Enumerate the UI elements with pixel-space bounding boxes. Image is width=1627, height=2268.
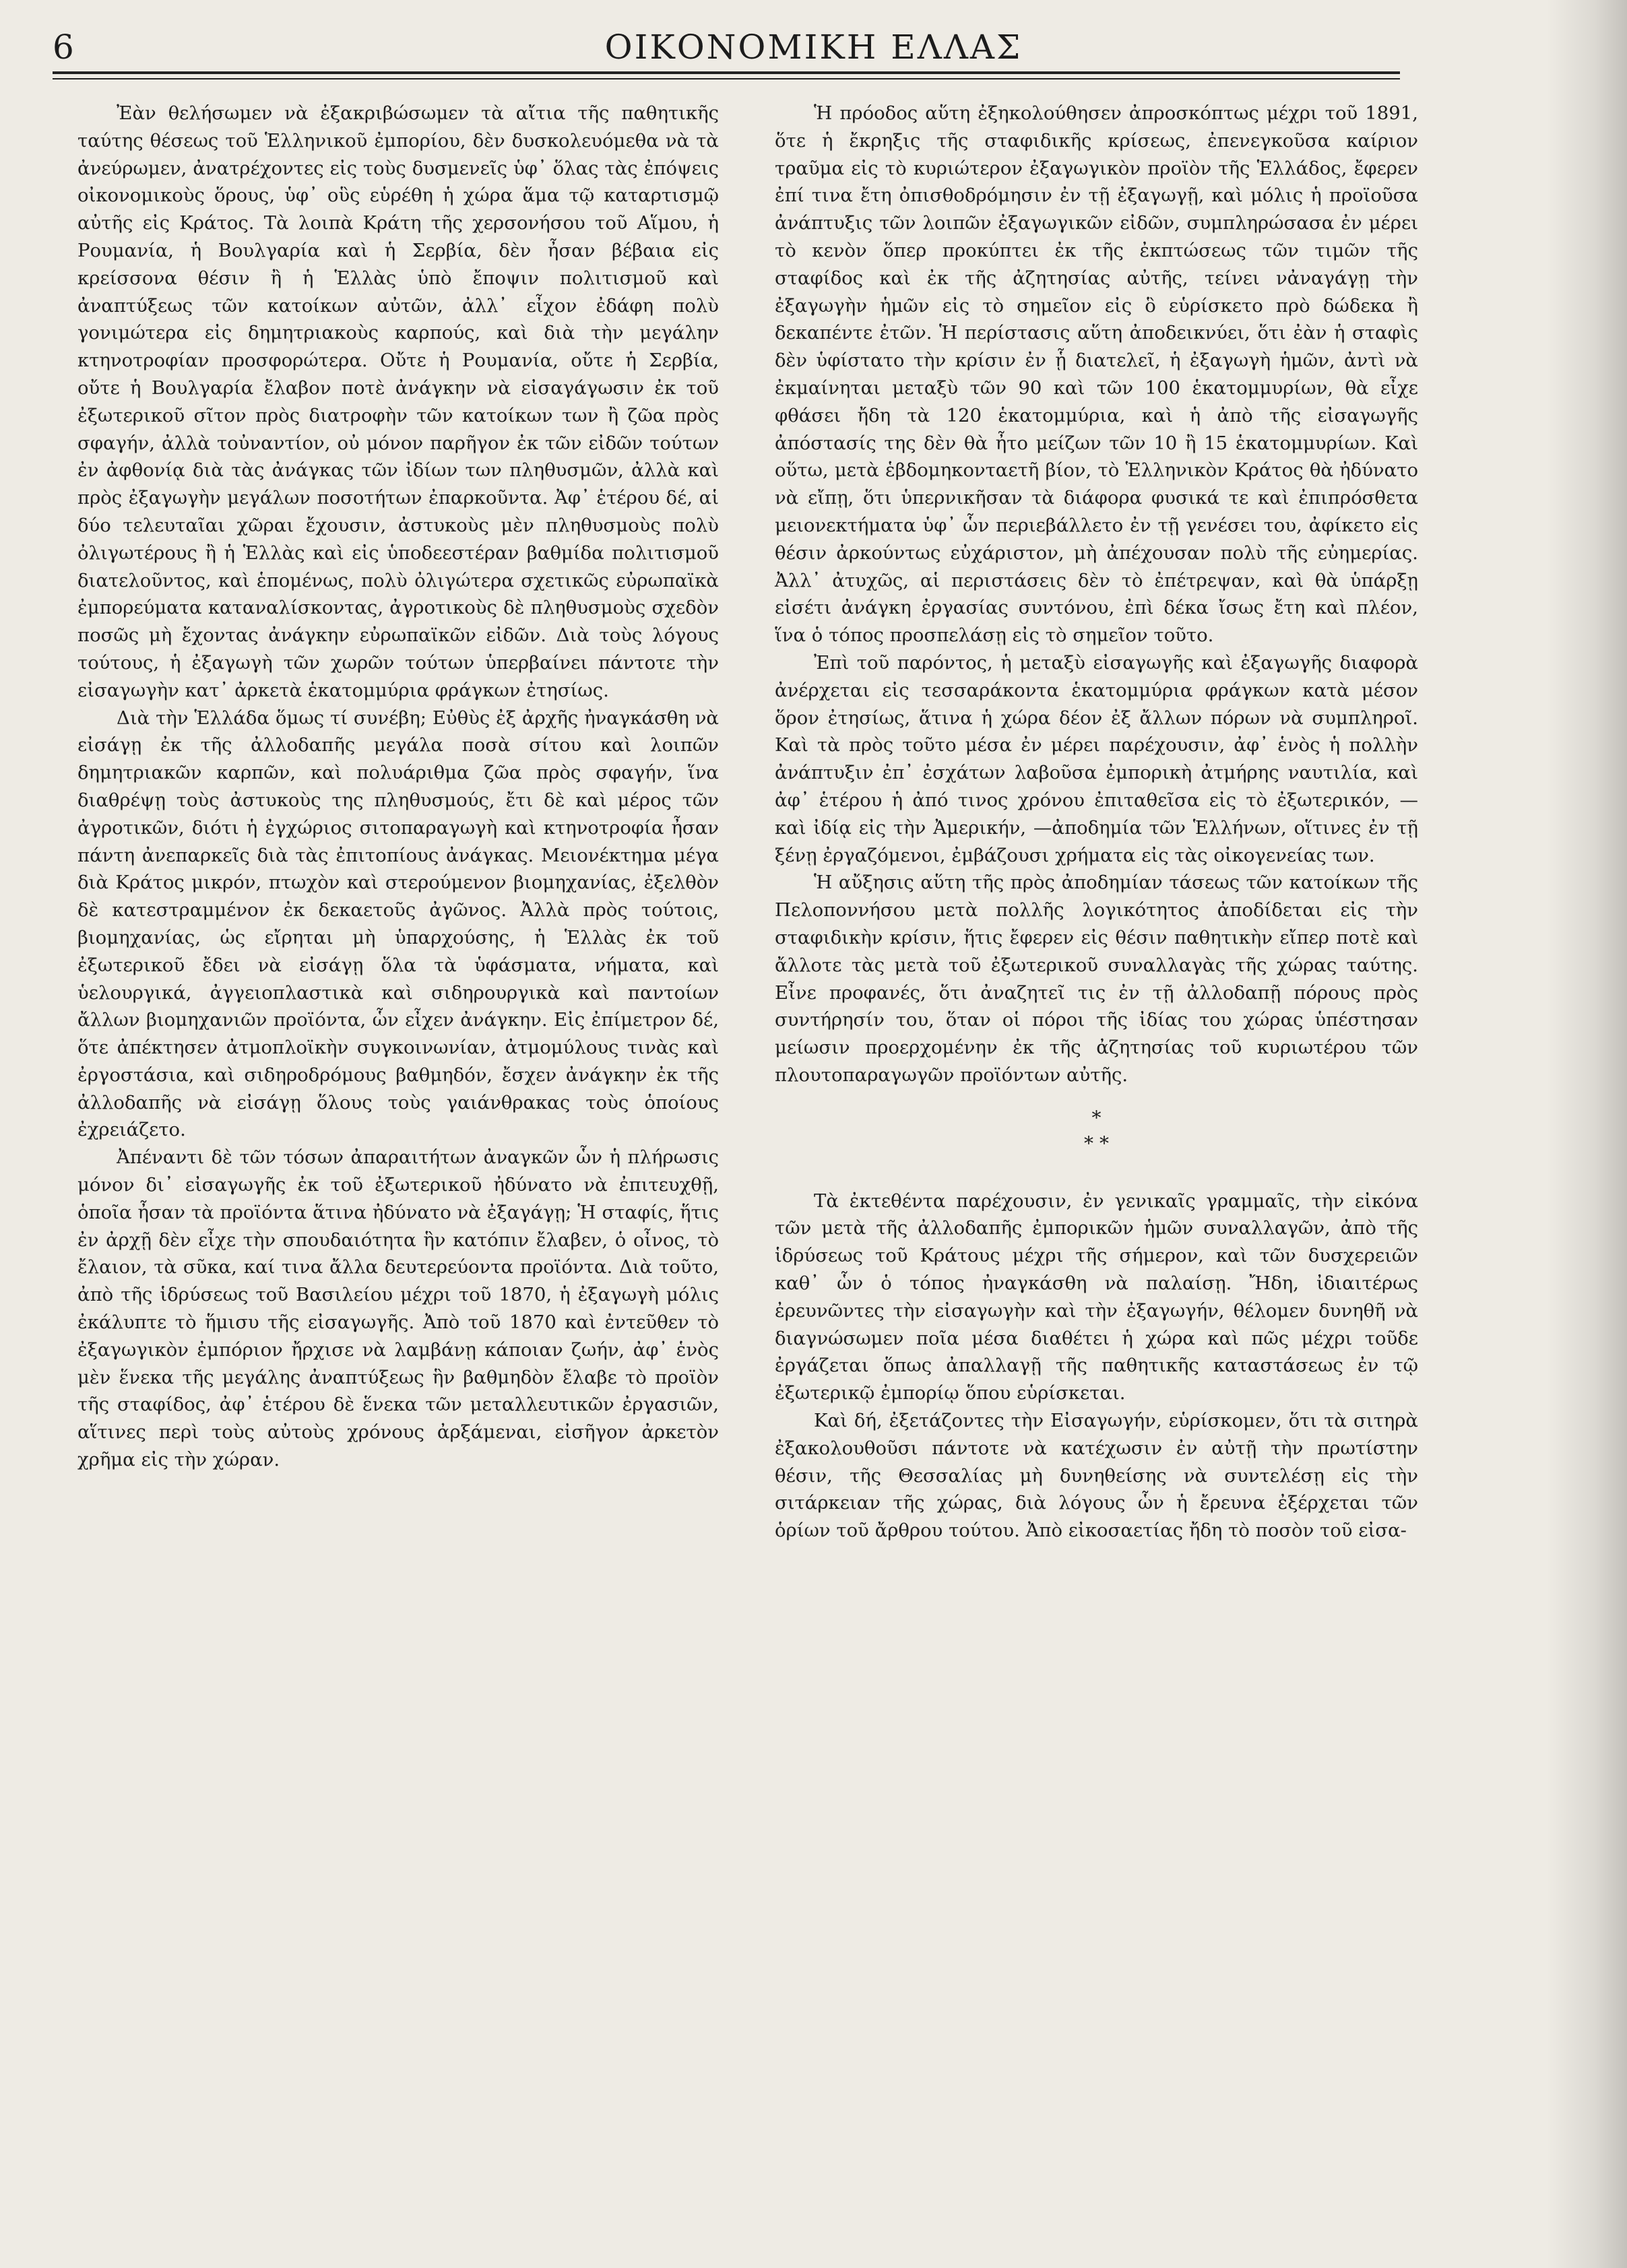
left-column <box>77 100 719 1474</box>
paragraph: Ἀπέναντι δὲ τῶν τόσων ἀπαραιτήτων ἀναγκῶν ὧν ἡ πλήρωσις μόνον δι᾽ εἰσαγωγῆς ἐκ τοῦ ἐξωτερικοῦ ἠδύνατο νὰ ἐπιτευχθῇ, ὁποῖα ἦσαν τὰ προϊόντα ἅτινα ἠδύνατο νὰ ἐξαγάγῃ; Ἡ σταφίς, ἥτις ἐν ἀρχῇ δὲν εἶχε τὴν σπουδαιότητα ἣν κατόπιν ἔλαβεν, ὁ οἶνος, τὸ ἔλαιον, τὰ σῦκα, καί τινα ἄλλα δευτερεύοντα προϊόντα. Διὰ τοῦτο, ἀπὸ τῆς ἱδρύσεως τοῦ Βασιλείου μέχρι τοῦ 1870, ἡ ἐξαγωγὴ μόλις ἐκάλυπτε τὸ ἥμισυ τῆς εἰσαγωγῆς. Ἀπὸ τοῦ 1870 καὶ ἐντεῦθεν τὸ ἐξαγωγικὸν ἐμπόριον ἤρχισε νὰ λαμβάνῃ κάποιαν ζωήν, ἀφ᾽ ἑνὸς μὲν ἕνεκα τῆς μεγάλης ἀναπτύξεως ἣν βαθμηδὸν ἔλαβε τὸ προϊὸν τῆς σταφίδος, ἀφ᾽ ἑτέρου δὲ ἕνεκα τῶν μεταλλευτικῶν ἐργασιῶν, αἵτινες περὶ τοὺς αὐτοὺς χρόνους ἀρξάμεναι, εἰσῆγον ἀρκετὸν χρῆμα εἰς τὴν χώραν. <box>77 1146 719 1471</box>
paragraph: Ἐπὶ τοῦ παρόντος, ἡ μεταξὺ εἰσαγωγῆς καὶ ἐξαγωγῆς διαφορὰ ἀνέρχεται εἰς τεσσαράκοντα ἑκατομμύρια φράγκων κατὰ μέσον ὅρον ἐτησίως, ἅτινα ἡ χώρα δέον ἐξ ἄλλων πόρων νὰ συμπληροῖ. Καὶ τὰ πρὸς τοῦτο μέσα ἐν μέρει παρέχουσιν, ἀφ᾽ ἑνὸς ἡ πολλὴν ἀνάπτυξιν ἐπ᾽ ἐσχάτων λαβοῦσα ἐμπορικὴ ἀτμήρης ναυτιλία, καὶ ἀφ᾽ ἑτέρου ἡ ἀπό τινος χρόνου ἐπιταθεῖσα εἰς τὸ ἐξωτερικόν, — καὶ ἰδίᾳ εἰς τὴν Ἀμερικήν, —ἀποδημία τῶν Ἑλλήνων, οἵτινες ἐν τῇ ξένῃ ἐργαζόμενοι, ἐμβάζουσι χρήματα εἰς τὰς οἰκογενείας των. <box>775 651 1418 866</box>
header-rule-thick <box>53 71 1400 74</box>
paragraph: Ἐὰν θελήσωμεν νὰ ἐξακριβώσωμεν τὰ αἴτια τῆς παθητικῆς ταύτης θέσεως τοῦ Ἑλληνικοῦ ἐμπορίου, δὲν δυσκολευόμεθα νὰ τὰ ἀνεύρωμεν, ἀνατρέχοντες εἰς τοὺς δυσμενεῖς ὑφ᾽ ὅλας τὰς ἐπόψεις οἰκονομικοὺς ὅρους, ὑφ᾽ οὓς εὑρέθη ἡ χώρα ἅμα τῷ καταρτισμῷ αὐτῆς εἰς Κράτος. Τὰ λοιπὰ Κράτη τῆς χερσονήσου τοῦ Αἵμου, ἡ Ρουμανία, ἡ Βουλγαρία καὶ ἡ Σερβία, δὲν ἦσαν βέβαια εἰς κρείσσονα θέσιν ἢ ἡ Ἑλλὰς ὑπὸ ἔποψιν πολιτισμοῦ καὶ ἀναπτύξεως τῶν κατοίκων αὐτῶν, ἀλλ᾽ εἶχον ἐδάφη πολὺ γονιμώτερα εἰς δημητριακοὺς καρπούς, καὶ διὰ τὴν μεγάλην κτηνοτροφίαν προσφορώτερα. Οὔτε ἡ Ρουμανία, οὔτε ἡ Σερβία, οὔτε ἡ Βουλγαρία ἔλαβον ποτὲ ἀνάγκην νὰ εἰσαγάγωσιν ἐκ τοῦ ἐξωτερικοῦ σῖτον πρὸς διατροφὴν τῶν κατοίκων των ἢ ζῶα πρὸς σφαγήν, ἀλλὰ τοὐναντίον, οὐ μόνον παρῆγον ἐκ τῶν εἰδῶν τούτων ἐν ἀφθονίᾳ διὰ τὰς ἀνάγκας τῶν ἰδίων των πληθυσμῶν, ἀλλὰ καὶ πρὸς ἐξαγωγὴν μεγάλων ποσοτήτων ἐπαρκοῦντα. Ἀφ᾽ ἑτέρου δέ, αἱ δύο τελευταῖαι χῶραι ἔχουσιν, ἀστυκοὺς μὲν πληθυσμοὺς πολὺ ὀλιγωτέρους ἢ ἡ Ἑλλὰς καὶ εἰς ὑποδεεστέραν βαθμίδα πολιτισμοῦ διατελοῦντος, καὶ ἑπομένως, πολὺ ὀλιγώτερα σχετικῶς εὐρωπαϊκὰ ἐμπορεύματα καταναλίσκοντας, ἀγροτικοὺς δὲ πληθυσμοὺς σχεδὸν ποσῶς μὴ ἔχοντας ἀνάγκην εὐρωπαϊκῶν εἰδῶν. Διὰ τοὺς λόγους τούτους, ἡ ἐξαγωγὴ τῶν χωρῶν τούτων ὑπερβαίνει πάντοτε τὴν εἰσαγωγὴν κατ᾽ ἀρκετὰ ἑκατομμύρια φράγκων ἐτησίως. <box>77 102 719 701</box>
asterism-bottom: * * <box>1084 1132 1109 1155</box>
header-rule-thin <box>53 78 1400 79</box>
paragraph: Καὶ δή, ἐξετάζοντες τὴν Εἰσαγωγήν, εὑρίσκομεν, ὅτι τὰ σιτηρὰ ἐξακολουθοῦσι πάντοτε νὰ κατέχωσιν ἐν αὐτῇ τὴν πρωτίστην θέσιν, τῆς Θεσσαλίας μὴ δυνηθείσης νὰ συντελέσῃ εἰς τὴν σιτάρκειαν τῆς χώρας, διὰ λόγους ὧν ἡ ἔρευνα ἐξέρχεται τῶν ὁρίων τοῦ ἄρθρου τούτου. Ἀπὸ εἰκοσαετίας ἤδη τὸ ποσὸν τοῦ εἰσα- <box>775 1410 1418 1542</box>
paragraph: Τὰ ἐκτεθέντα παρέχουσιν, ἐν γενικαῖς γραμμαῖς, τὴν εἰκόνα τῶν μετὰ τῆς ἀλλοδαπῆς ἐμπορικῶν ἡμῶν συναλλαγῶν, ἀπὸ τῆς ἱδρύσεως τοῦ Κράτους μέχρι τῆς σήμερον, καὶ τῶν δυσχερειῶν καθ᾽ ὧν ὁ τόπος ἠναγκάσθη νὰ παλαίσῃ. Ἤδη, ἰδιαιτέρως ἐρευνῶντες τὴν εἰσαγωγὴν καὶ τὴν ἐξαγωγήν, θέλομεν δυνηθῆ νὰ διαγνώσωμεν ποῖα μέσα διαθέτει ἡ χώρα καὶ πῶς μέχρι τοῦδε ἐργάζεται ὅπως ἀπαλλαγῇ τῆς παθητικῆς καταστάσεως ἐν τῷ ἐξωτερικῷ ἐμπορίῳ ὅπου εὑρίσκεται. <box>775 1190 1418 1404</box>
section-asterism <box>775 1105 1418 1157</box>
paragraph: Ἡ πρόοδος αὕτη ἐξηκολούθησεν ἀπροσκόπτως μέχρι τοῦ 1891, ὅτε ἡ ἔκρηξις τῆς σταφιδικῆς κρίσεως, ἐπενεγκοῦσα καίριον τραῦμα εἰς τὸ κυριώτερον ἐξαγωγικὸν προϊὸν τῆς Ἑλλάδος, ἔφερεν ἐπί τινα ἔτη ὀπισθοδρόμησιν ἐν τῇ ἐξαγωγῇ, καὶ μόλις ἡ προϊοῦσα ἀνάπτυξις τῶν λοιπῶν ἐξαγωγικῶν εἰδῶν, συμπληρώσασα ἐν μέρει τὸ κενὸν ὅπερ προκύπτει ἐκ τῆς ἐκπτώσεως τῶν τιμῶν τῆς σταφίδος καὶ ἐκ τῆς ἀζητησίας αὐτῆς, τείνει νἀναγάγῃ τὴν ἐξαγωγὴν ἡμῶν εἰς τὸ σημεῖον εἰς ὃ εὑρίσκετο πρὸ δώδεκα ἢ δεκαπέντε ἐτῶν. Ἡ περίστασις αὕτη ἀποδεικνύει, ὅτι ἐὰν ἡ σταφὶς δὲν ὑφίστατο τὴν κρίσιν ἐν ᾗ διατελεῖ, ἡ ἐξαγωγὴ ἡμῶν, ἀντὶ νὰ ἐκμαίνηται μεταξὺ τῶν 90 καὶ τῶν 100 ἑκατομμυρίων, θὰ εἶχε φθάσει ἤδη τὰ 120 ἑκατομμύρια, καὶ ἡ ἀπὸ τῆς εἰσαγωγῆς ἀπόστασίς της δὲν θὰ ἦτο μείζων τῶν 10 ἢ 15 ἑκατομμυρίων. Καὶ οὕτω, μετὰ ἑβδομηκονταετῆ βίον, τὸ Ἑλληνικὸν Κράτος θὰ ἠδύνατο νὰ εἴπῃ, ὅτι ὑπερνικῆσαν τὰ διάφορα φυσικά τε καὶ ἐπιπρόσθετα μειονεκτήματα ὑφ᾽ ὧν περιεβάλλετο ἐν τῇ γενέσει του, ἀφίκετο εἰς θέσιν ἀρκούντως εὐχάριστον, μὴ ἀπέχουσαν πολὺ τῆς εὐημερίας. Ἀλλ᾽ ἀτυχῶς, αἱ περιστάσεις δὲν τὸ ἐπέτρεψαν, καὶ θὰ ὑπάρξῃ εἰσέτι ἀνάγκη ἐργασίας συντόνου, ἐπὶ δέκα ἴσως ἔτη καὶ πλέον, ἵνα ὁ τόπος προσπελάσῃ εἰς τὸ σημεῖον τοῦτο. <box>775 102 1418 647</box>
paragraph: Ἡ αὔξησις αὕτη τῆς πρὸς ἀποδημίαν τάσεως τῶν κατοίκων τῆς Πελοποννήσου μετὰ πολλῆς λογικότητος ἀποδίδεται εἰς τὴν σταφιδικὴν κρίσιν, ἥτις ἔφερεν εἰς θέσιν παθητικὴν εἴπερ ποτὲ καὶ ἄλλοτε τὰς μετὰ τοῦ ἐξωτερικοῦ συναλλαγὰς τῆς χώρας ταύτης. Εἶνε προφανές, ὅτι ἀναζητεῖ τις ἐν τῇ ἀλλοδαπῇ πόρους πρὸς συντήρησίν του, ὅταν οἱ πόροι τῆς ἰδίας του χώρας ὑπέστησαν μείωσιν προερχομένην ἐκ τῆς ἀζητησίας τοῦ κυριωτέρου τῶν πλουτοπαραγωγῶν προϊόντων αὐτῆς. <box>775 872 1418 1086</box>
running-title: ΟΙΚΟΝΟΜΙΚΗ ΕΛΛΑΣ <box>604 28 1023 67</box>
page-gutter-shadow <box>1546 0 1627 2268</box>
page-number: 6 <box>53 28 74 67</box>
asterism-top: * <box>1091 1106 1102 1129</box>
paragraph: Διὰ τὴν Ἑλλάδα ὅμως τί συνέβη; Εὐθὺς ἐξ ἀρχῆς ἠναγκάσθη νὰ εἰσάγῃ ἐκ τῆς ἀλλοδαπῆς μεγάλα ποσὰ σίτου καὶ λοιπῶν δημητριακῶν καρπῶν, καὶ πολυάριθμα ζῶα πρὸς σφαγήν, ἵνα διαθρέψῃ τοὺς ἀστυκοὺς της πληθυσμούς, ἔτι δὲ καὶ μέρος τῶν ἀγροτικῶν, διότι ἡ ἐγχώριος σιτοπαραγωγὴ καὶ κτηνοτροφία ἦσαν πάντη ἀνεπαρκεῖς διὰ τὰς ἐπιτοπίους ἀνάγκας. Μειονέκτημα μέγα διὰ Κράτος μικρόν, πτωχὸν καὶ στερούμενον βιομηχανίας, ἐξελθὸν δὲ κατεστραμμένον ἐκ δεκαετοῦς ἀγῶνος. Ἀλλὰ πρὸς τούτοις, βιομηχανίας, ὡς εἴρηται μὴ ὑπαρχούσης, ἡ Ἑλλὰς ἐκ τοῦ ἐξωτερικοῦ ἔδει νὰ εἰσάγῃ ὅλα τὰ ὑφάσματα, νήματα, καὶ ὑελουργικά, ἀγγειοπλαστικὰ καὶ σιδηρουργικὰ καὶ παντοίων ἄλλων βιομηχανιῶν προϊόντα, ὧν εἶχεν ἀνάγκην. Εἰς ἐπίμετρον δέ, ὅτε ἀπέκτησεν ἀτμοπλοϊκὴν συγκοινωνίαν, ἀτμομύλους τινὰς καὶ ἐργοστάσια, καὶ σιδηροδρόμους βαθμηδόν, ἔσχεν ἀνάγκην ἐκ τῆς ἀλλοδαπῆς νὰ εἰσάγῃ ὅλους τοὺς γαιάνθρακας τοὺς ὁποίους ἐχρειάζετο. <box>77 707 719 1141</box>
right-column <box>775 100 1418 1545</box>
